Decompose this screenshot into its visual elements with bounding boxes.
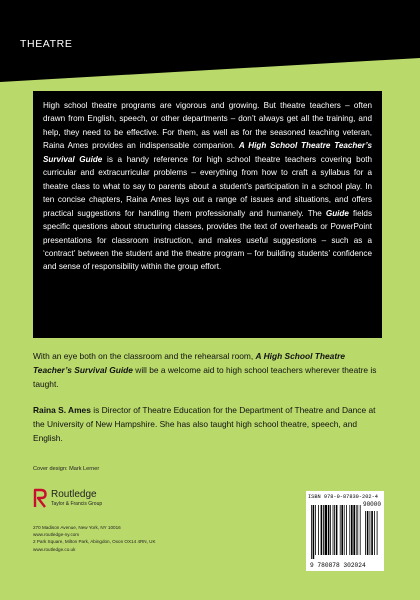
price-addon: 90000: [362, 501, 381, 508]
barcode-bar: [330, 505, 331, 555]
summary-book-title: A High School Theatre Teacher’s Survival Guide: [33, 351, 346, 375]
barcode-bar: [360, 505, 361, 555]
author-name: Raina S. Ames: [33, 405, 91, 415]
blurb-book-title: A High School Theatre Teacher’s Survival Guide: [43, 141, 372, 164]
blurb-text-3: fields specific questions about structuring classes, provides the text of overheads or PowerPoint presentations for classroom instruction, and makes useful suggestions – such as a ‘contract’ between the student and the theatre program – for building students’ confidence and sense of responsibility within the group effort.: [43, 208, 373, 272]
addon-bar: [365, 511, 366, 555]
barcode-bar: [325, 505, 327, 555]
blurb-text-1: High school theatre programs are vigorous and growing. But theatre teachers – often drawn from English, speech, or other departments – don’t always get all the training, and help, they need to be effective. For them, as well as for the seasoned teaching veteran, Raina Ames provides an indispensable companion.: [43, 101, 372, 151]
address-line: 2 Park Square, Milton Park, Abingdon, Oxon OX14 4RN, UK: [33, 539, 156, 545]
barcode-box: [306, 491, 384, 571]
barcode-bar: [333, 505, 334, 555]
barcode-bar: [336, 505, 338, 555]
barcode-bar: [315, 505, 316, 555]
author-bio-text: is Director of Theatre Education for the Department of Theatre and Dance at the University of New Hampshire. She has also taught high school theatre, speech, and English.: [33, 405, 376, 443]
barcode-bar: [346, 505, 347, 555]
addon-bar: [371, 511, 373, 555]
barcode-bar: [321, 505, 323, 555]
barcode-bar: [351, 505, 353, 555]
blurb-box: [33, 91, 382, 338]
addon-bar: [374, 511, 375, 555]
barcode-graphic: [306, 491, 384, 571]
publisher-name: Routledge: [51, 489, 97, 500]
addon-bar: [370, 511, 371, 555]
addon-bar: [367, 511, 369, 555]
blurb-guide-word: Guide: [325, 208, 349, 218]
summary-paragraph: [33, 349, 383, 391]
blurb-text-2: is a handy reference for high school theatre teachers covering both curricular and extracurricular problems – everything from how to craft a syllabus for a theatre class to what to say to parents about a student’s participation in a school play. In ten concise chapters, Raina Ames lays out a range of issues and situations, and offers practical suggestions for handling them professionally and humanely. The: [43, 154, 372, 218]
author-bio: [33, 403, 383, 445]
barcode-bar: [313, 505, 315, 559]
summary-text-1: With an eye both on the classroom and the rehearsal room,: [33, 351, 256, 361]
barcode-bar: [344, 505, 345, 555]
barcode-bar: [357, 505, 358, 555]
routledge-r-icon: [33, 488, 47, 508]
category-label: THEATRE: [20, 38, 73, 50]
barcode-bar: [356, 505, 357, 555]
blurb-paragraph: [43, 99, 372, 274]
addon-bar: [377, 511, 378, 555]
barcode-bar: [328, 505, 330, 555]
barcode-bar: [349, 505, 350, 555]
address-line: www.routledge-ny.com: [33, 532, 80, 538]
address-line: 270 Madison Avenue, New York, NY 10016: [33, 525, 121, 530]
publisher-logo: [33, 488, 233, 520]
barcode-bar: [341, 505, 343, 555]
barcode-bar: [311, 505, 312, 559]
isbn-label: ISBN 978-0-87830-202-4: [308, 494, 378, 500]
publisher-group: Taylor & Francis Group: [51, 501, 103, 507]
barcode-bar: [334, 505, 335, 555]
barcode-bar: [318, 505, 319, 555]
address-line: www.routledge.co.uk: [33, 546, 76, 552]
cover-credit: Cover design: Mark Lerner: [33, 466, 100, 472]
barcode-bar: [323, 505, 324, 555]
barcode-bar: [353, 505, 355, 555]
ean-number: 9 780878 302024: [310, 562, 366, 569]
publisher-address: [33, 524, 156, 553]
summary-text-2: will be a welcome aid to high school teachers wherever theatre is taught.: [33, 365, 377, 389]
barcode-bar: [340, 505, 341, 555]
